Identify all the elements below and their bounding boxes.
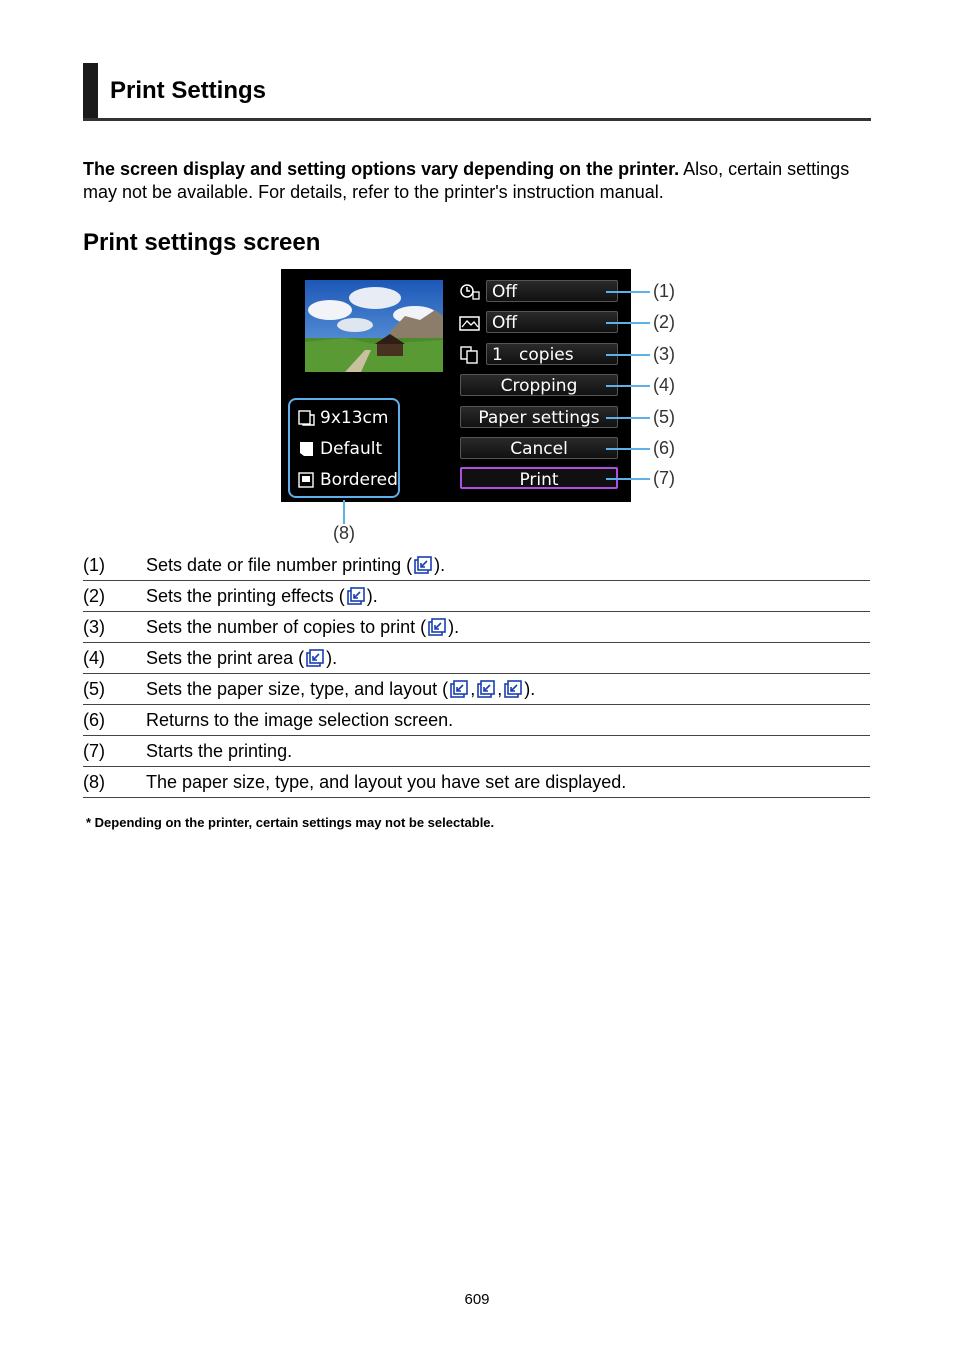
page-link-icon[interactable] bbox=[450, 680, 468, 698]
callout-line-5 bbox=[606, 417, 650, 419]
callout-line-8 bbox=[343, 500, 345, 524]
row-number: (2) bbox=[83, 581, 146, 612]
date-print-setting[interactable]: Off bbox=[486, 280, 618, 302]
table-row bbox=[83, 705, 870, 736]
paper-type-icon bbox=[298, 441, 316, 457]
camera-print-screen bbox=[281, 269, 631, 502]
page-link-icon[interactable] bbox=[428, 618, 446, 636]
copies-unit: copies bbox=[519, 345, 574, 365]
callout-line-2 bbox=[606, 322, 650, 324]
description-table bbox=[83, 550, 870, 798]
row-number: (3) bbox=[83, 612, 146, 643]
row-text: Sets the printing effects ( ). bbox=[146, 581, 870, 612]
copies-value: 1 bbox=[492, 345, 503, 365]
paper-size-value: 9x13cm bbox=[320, 408, 389, 428]
paper-type-value: Default bbox=[320, 439, 383, 459]
row-text: Returns to the image selection screen. bbox=[146, 705, 870, 736]
callout-line-4 bbox=[606, 385, 650, 387]
page-title: Print Settings bbox=[110, 77, 267, 104]
row-number: (7) bbox=[83, 736, 146, 767]
page-link-icon[interactable] bbox=[504, 680, 522, 698]
row-number: (5) bbox=[83, 674, 146, 705]
row-text: Sets the print area ( ). bbox=[146, 643, 870, 674]
layout-value: Bordered bbox=[320, 470, 398, 490]
table-row bbox=[83, 581, 870, 612]
table-row bbox=[83, 736, 870, 767]
row-text: The paper size, type, and layout you have set are displayed. bbox=[146, 767, 870, 798]
table-row bbox=[83, 674, 870, 705]
print-effects-setting[interactable]: Off bbox=[486, 311, 618, 333]
paper-size-icon bbox=[298, 410, 316, 426]
callout-line-7 bbox=[606, 478, 650, 480]
header-rule bbox=[83, 118, 871, 121]
paper-settings-button[interactable]: Paper settings bbox=[460, 406, 618, 428]
callout-6: (6) bbox=[653, 438, 675, 458]
cancel-button[interactable]: Cancel bbox=[460, 437, 618, 459]
copies-setting[interactable] bbox=[486, 343, 618, 365]
row-number: (1) bbox=[83, 550, 146, 581]
copies-icon bbox=[459, 346, 481, 364]
row-number: (6) bbox=[83, 705, 146, 736]
page-link-icon[interactable] bbox=[477, 680, 495, 698]
callout-line-3 bbox=[606, 354, 650, 356]
callout-5: (5) bbox=[653, 407, 675, 427]
page-link-icon[interactable] bbox=[306, 649, 324, 667]
page-link-icon[interactable] bbox=[347, 587, 365, 605]
table-row bbox=[83, 550, 870, 581]
row-number: (4) bbox=[83, 643, 146, 674]
intro-paragraph bbox=[83, 158, 873, 204]
callout-1: (1) bbox=[653, 281, 675, 301]
subheading: Print settings screen bbox=[83, 229, 321, 256]
print-button[interactable]: Print bbox=[460, 467, 618, 489]
header-bar bbox=[83, 63, 98, 120]
table-row bbox=[83, 612, 870, 643]
callout-2: (2) bbox=[653, 312, 675, 332]
callout-7: (7) bbox=[653, 468, 675, 488]
footnote: * Depending on the printer, certain settings may not be selectable. bbox=[86, 815, 495, 830]
print-effects-icon bbox=[459, 314, 481, 332]
cropping-button[interactable]: Cropping bbox=[460, 374, 618, 396]
table-row bbox=[83, 643, 870, 674]
callout-3: (3) bbox=[653, 344, 675, 364]
page-number: 609 bbox=[464, 1291, 490, 1308]
paper-size-row bbox=[298, 407, 388, 429]
layout-row bbox=[298, 469, 398, 491]
row-text: Sets the paper size, type, and layout ( , , ). bbox=[146, 674, 870, 705]
page-link-icon[interactable] bbox=[414, 556, 432, 574]
callout-4: (4) bbox=[653, 375, 675, 395]
preview-photo bbox=[305, 280, 443, 372]
section-header bbox=[83, 63, 871, 120]
paper-type-row bbox=[298, 438, 382, 460]
date-print-icon bbox=[459, 283, 481, 301]
row-text: Starts the printing. bbox=[146, 736, 870, 767]
intro-bold: The screen display and setting options vary depending on the printer. bbox=[83, 159, 680, 179]
row-number: (8) bbox=[83, 767, 146, 798]
callout-line-1 bbox=[606, 291, 650, 293]
layout-icon bbox=[298, 472, 316, 488]
paper-settings-summary bbox=[288, 398, 400, 498]
intro-rest: Also, certain settings may not be available. For details, refer to the printer's instruction manual. bbox=[83, 159, 850, 202]
row-text: Sets date or file number printing ( ). bbox=[146, 550, 870, 581]
callout-line-6 bbox=[606, 448, 650, 450]
callout-8: (8) bbox=[333, 523, 355, 543]
table-row bbox=[83, 767, 870, 798]
row-text: Sets the number of copies to print ( ). bbox=[146, 612, 870, 643]
